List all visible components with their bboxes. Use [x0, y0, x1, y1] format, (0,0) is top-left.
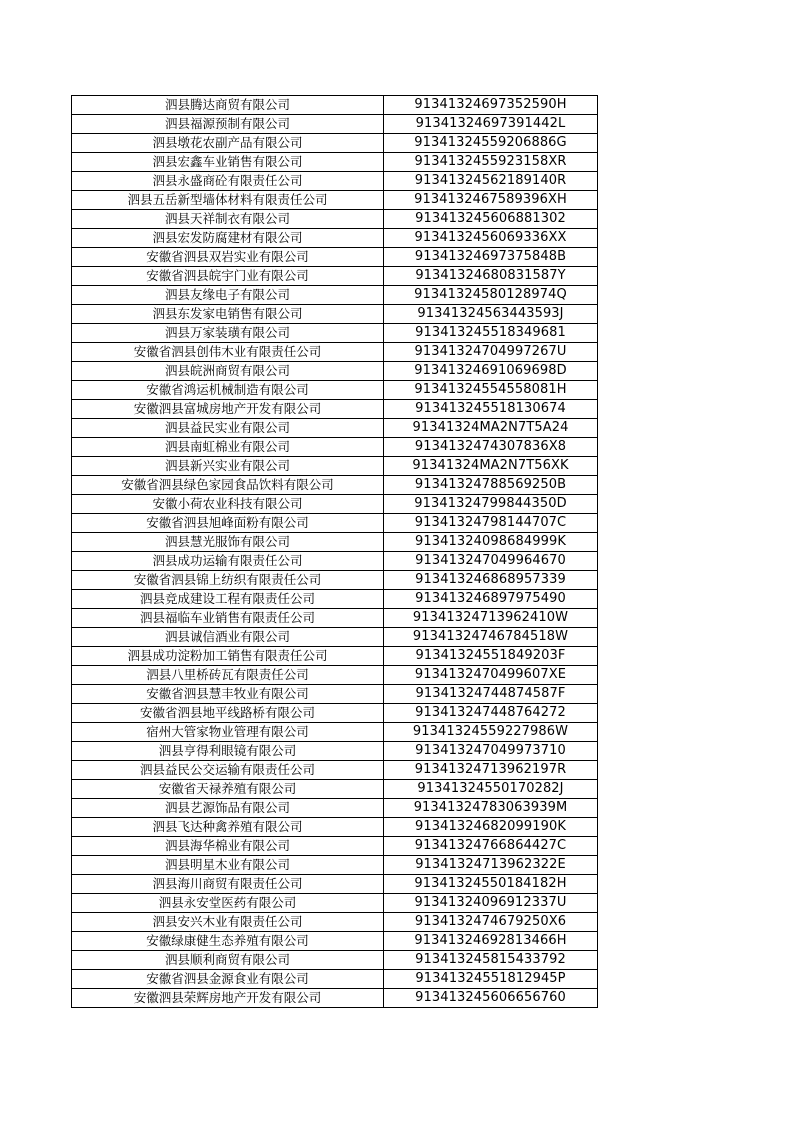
credit-code-cell: 913413247049964670	[384, 552, 598, 571]
company-name-cell: 安徽省天禄养殖有限公司	[72, 780, 384, 799]
table-row	[72, 951, 598, 970]
company-name-cell: 泗县永安堂医药有限公司	[72, 894, 384, 913]
table-row	[72, 989, 598, 1008]
table-row	[72, 913, 598, 932]
table-row	[72, 115, 598, 134]
table-row	[72, 723, 598, 742]
credit-code-cell: 91341324799844350D	[384, 495, 598, 514]
company-name-cell: 泗县五岳新型墙体材料有限责任公司	[72, 191, 384, 210]
table-row	[72, 590, 598, 609]
company-name-cell: 泗县福源预制有限公司	[72, 115, 384, 134]
credit-code-cell: 91341324563443593J	[384, 305, 598, 324]
credit-code-cell: 913413247448764272	[384, 704, 598, 723]
company-name-cell: 泗县安兴木业有限责任公司	[72, 913, 384, 932]
credit-code-cell: 913413246868957339	[384, 571, 598, 590]
company-name-cell: 泗县新兴实业有限公司	[72, 457, 384, 476]
table-row	[72, 324, 598, 343]
credit-code-cell: 9134132467589396XH	[384, 191, 598, 210]
table-row	[72, 362, 598, 381]
company-name-cell: 泗县宏鑫车业销售有限公司	[72, 153, 384, 172]
credit-code-cell: 91341324551849203F	[384, 647, 598, 666]
credit-code-cell: 9134132456069336XX	[384, 229, 598, 248]
company-name-cell: 安徽省泗县绿色家园食品饮料有限公司	[72, 476, 384, 495]
table-row	[72, 818, 598, 837]
company-name-cell: 安徽省泗县慧丰牧业有限公司	[72, 685, 384, 704]
table-row	[72, 153, 598, 172]
credit-code-cell: 91341324580128974Q	[384, 286, 598, 305]
company-name-cell: 泗县福临车业销售有限责任公司	[72, 609, 384, 628]
credit-code-cell: 91341324713962322E	[384, 856, 598, 875]
credit-code-cell: 91341324559227986W	[384, 723, 598, 742]
company-name-cell: 泗县天祥制衣有限公司	[72, 210, 384, 229]
credit-code-cell: 91341324744874587F	[384, 685, 598, 704]
table-row	[72, 647, 598, 666]
credit-code-cell: 91341324682099190K	[384, 818, 598, 837]
credit-code-cell: 91341324713962410W	[384, 609, 598, 628]
table-row	[72, 248, 598, 267]
company-name-cell: 泗县海华棉业有限公司	[72, 837, 384, 856]
credit-code-cell: 9134132474307836X8	[384, 438, 598, 457]
credit-code-cell: 91341324550184182H	[384, 875, 598, 894]
credit-code-cell: 91341324MA2N7T56XK	[384, 457, 598, 476]
credit-code-cell: 91341324766864427C	[384, 837, 598, 856]
company-code-table	[71, 95, 598, 1008]
table-row	[72, 191, 598, 210]
credit-code-cell: 91341324783063939M	[384, 799, 598, 818]
credit-code-cell: 91341324559206886G	[384, 134, 598, 153]
table-row	[72, 400, 598, 419]
company-name-cell: 安徽省泗县双岩实业有限公司	[72, 248, 384, 267]
company-name-cell: 泗县海川商贸有限责任公司	[72, 875, 384, 894]
credit-code-cell: 9134132474679250X6	[384, 913, 598, 932]
company-name-cell: 泗县飞达种禽养殖有限公司	[72, 818, 384, 837]
table-row	[72, 419, 598, 438]
table-row	[72, 894, 598, 913]
table-row	[72, 799, 598, 818]
table-row	[72, 172, 598, 191]
company-name-cell: 泗县竞成建设工程有限责任公司	[72, 590, 384, 609]
table-row	[72, 704, 598, 723]
credit-code-cell: 913413245815433792	[384, 951, 598, 970]
company-name-cell: 泗县成功运输有限责任公司	[72, 552, 384, 571]
table-row	[72, 666, 598, 685]
credit-code-cell: 91341324551812945P	[384, 970, 598, 989]
credit-code-cell: 91341324554558081H	[384, 381, 598, 400]
credit-code-cell: 913413245518349681	[384, 324, 598, 343]
table-row	[72, 742, 598, 761]
company-name-cell: 泗县南虹棉业有限公司	[72, 438, 384, 457]
company-name-cell: 泗县皖洲商贸有限公司	[72, 362, 384, 381]
table-row	[72, 438, 598, 457]
credit-code-cell: 91341324MA2N7T5A24	[384, 419, 598, 438]
table-row	[72, 837, 598, 856]
company-name-cell: 安徽小荷农业科技有限公司	[72, 495, 384, 514]
table-row	[72, 210, 598, 229]
table-row	[72, 761, 598, 780]
credit-code-cell: 91341324691069698D	[384, 362, 598, 381]
table-row	[72, 343, 598, 362]
company-name-cell: 泗县益民公交运输有限责任公司	[72, 761, 384, 780]
company-name-cell: 泗县诚信酒业有限公司	[72, 628, 384, 647]
company-name-cell: 泗县万家装璜有限公司	[72, 324, 384, 343]
table-row	[72, 875, 598, 894]
table-row	[72, 286, 598, 305]
table-row	[72, 609, 598, 628]
table-row	[72, 685, 598, 704]
credit-code-cell: 91341324746784518W	[384, 628, 598, 647]
company-name-cell: 泗县明星木业有限公司	[72, 856, 384, 875]
company-name-cell: 安徽省泗县皖宇门业有限公司	[72, 267, 384, 286]
table-row	[72, 533, 598, 552]
table-row	[72, 571, 598, 590]
credit-code-cell: 91341324697391442L	[384, 115, 598, 134]
company-name-cell: 泗县墩花农副产品有限公司	[72, 134, 384, 153]
table-row	[72, 457, 598, 476]
table-row	[72, 932, 598, 951]
company-name-cell: 泗县友缘电子有限公司	[72, 286, 384, 305]
company-name-cell: 安徽省鸿运机械制造有限公司	[72, 381, 384, 400]
table-row	[72, 134, 598, 153]
table-row	[72, 381, 598, 400]
credit-code-cell: 91341324098684999K	[384, 533, 598, 552]
table-row	[72, 552, 598, 571]
company-name-cell: 安徽绿康健生态养殖有限公司	[72, 932, 384, 951]
company-name-cell: 泗县慧光服饰有限公司	[72, 533, 384, 552]
table-row	[72, 229, 598, 248]
table-row	[72, 305, 598, 324]
table-row	[72, 628, 598, 647]
credit-code-cell: 91341324798144707C	[384, 514, 598, 533]
table-body	[72, 96, 598, 1008]
company-name-cell: 安徽省泗县旭峰面粉有限公司	[72, 514, 384, 533]
credit-code-cell: 91341324788569250B	[384, 476, 598, 495]
credit-code-cell: 91341324697352590H	[384, 96, 598, 115]
table-row	[72, 970, 598, 989]
company-name-cell: 泗县亨得利眼镜有限公司	[72, 742, 384, 761]
table-row	[72, 780, 598, 799]
company-name-cell: 安徽泗县荣辉房地产开发有限公司	[72, 989, 384, 1008]
table-row	[72, 267, 598, 286]
credit-code-cell: 913413246897975490	[384, 590, 598, 609]
credit-code-cell: 91341324096912337U	[384, 894, 598, 913]
company-name-cell: 安徽省泗县金源食业有限公司	[72, 970, 384, 989]
credit-code-cell: 913413245606656760	[384, 989, 598, 1008]
credit-code-cell: 913413247049973710	[384, 742, 598, 761]
company-name-cell: 泗县腾达商贸有限公司	[72, 96, 384, 115]
company-name-cell: 安徽省泗县创伟木业有限责任公司	[72, 343, 384, 362]
credit-code-cell: 91341324562189140R	[384, 172, 598, 191]
credit-code-cell: 91341324550170282J	[384, 780, 598, 799]
table-row	[72, 495, 598, 514]
credit-code-cell: 91341324697375848B	[384, 248, 598, 267]
company-name-cell: 泗县成功淀粉加工销售有限责任公司	[72, 647, 384, 666]
company-name-cell: 泗县艺源饰品有限公司	[72, 799, 384, 818]
company-registry-sheet	[71, 95, 597, 1008]
company-name-cell: 宿州大管家物业管理有限公司	[72, 723, 384, 742]
table-row	[72, 856, 598, 875]
credit-code-cell: 913413245606881302	[384, 210, 598, 229]
table-row	[72, 514, 598, 533]
company-name-cell: 安徽泗县富城房地产开发有限公司	[72, 400, 384, 419]
credit-code-cell: 91341324713962197R	[384, 761, 598, 780]
company-name-cell: 泗县东发家电销售有限公司	[72, 305, 384, 324]
credit-code-cell: 91341324692813466H	[384, 932, 598, 951]
table-row	[72, 476, 598, 495]
company-name-cell: 泗县八里桥砖瓦有限责任公司	[72, 666, 384, 685]
credit-code-cell: 91341324704997267U	[384, 343, 598, 362]
company-name-cell: 泗县顺利商贸有限公司	[72, 951, 384, 970]
company-name-cell: 安徽省泗县地平线路桥有限公司	[72, 704, 384, 723]
company-name-cell: 泗县宏发防腐建材有限公司	[72, 229, 384, 248]
company-name-cell: 泗县永盛商砼有限责任公司	[72, 172, 384, 191]
company-name-cell: 安徽省泗县锦上纺织有限责任公司	[72, 571, 384, 590]
credit-code-cell: 913413245518130674	[384, 400, 598, 419]
credit-code-cell: 9134132455923158XR	[384, 153, 598, 172]
credit-code-cell: 91341324680831587Y	[384, 267, 598, 286]
company-name-cell: 泗县益民实业有限公司	[72, 419, 384, 438]
table-row	[72, 96, 598, 115]
credit-code-cell: 9134132470499607XE	[384, 666, 598, 685]
